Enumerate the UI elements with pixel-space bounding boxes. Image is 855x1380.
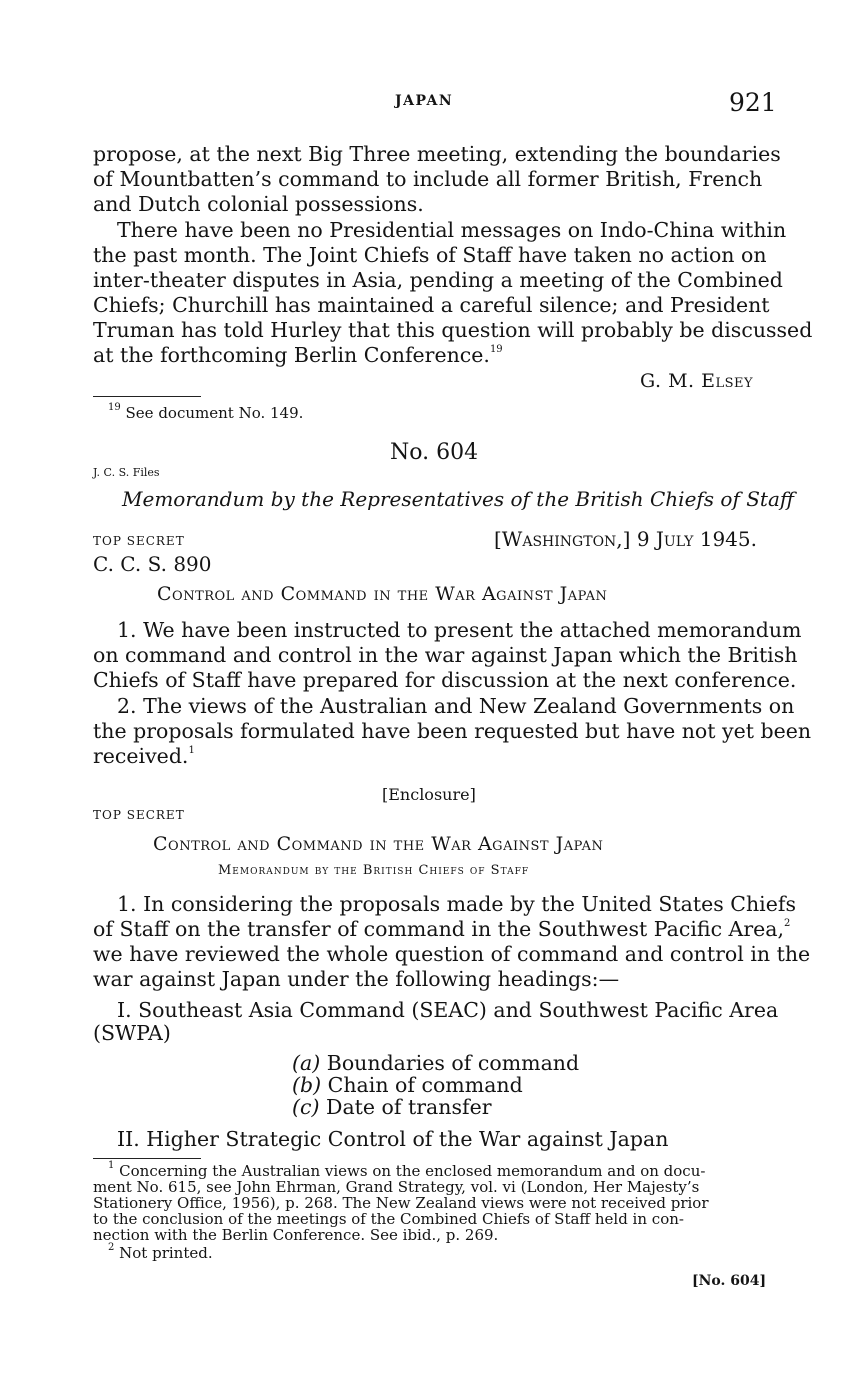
sub-item-marker: (b) [292,1073,322,1097]
footer-doc-ref: [No. 604] [692,1273,767,1289]
heading-II: II. Higher Strategic Control of the War against Japan [117,1127,669,1151]
footnote-19 [108,402,304,422]
footnote-text: Not printed. [119,1244,213,1262]
sub-item-text: Date of transfer [326,1095,492,1119]
enclosure-label: [Enclosure] [382,785,476,804]
document-number: No. 604 [390,440,479,465]
body-line: propose, at the next Big Three meeting, extending the boundaries [93,142,781,166]
footnote-text: See document No. 149. [125,404,304,422]
sub-item-marker: (c) [292,1095,320,1119]
footnote-1-line: nection with the Berlin Conference. See ibid., p. 269. [93,1226,499,1244]
sub-item-marker: (a) [292,1051,321,1075]
sub-item-text: Boundaries of command [326,1051,580,1075]
footnote-mark: 2 [108,1242,115,1253]
body-line: inter-theater disputes in Asia, pending a meeting of the Combined [93,268,783,292]
footnote-mark: 19 [108,402,121,413]
document-reference: C. C. S. 890 [93,552,212,576]
footnote-1-line: ment No. 615, see John Ehrman, Grand Strategy, vol. vi (London, Her Majesty’s [93,1178,700,1196]
body-line-text: at the forthcoming Berlin Conference. [93,343,490,367]
footnote-mark: 1 [108,1160,115,1171]
body-line: Chiefs; Churchill has maintained a careful silence; and President [93,293,770,317]
footnote-ref: 1 [188,745,195,757]
signature: G. M. Elsey [640,370,754,392]
body-line: and Dutch colonial possessions. [93,192,424,216]
body-line: Chiefs of Staff have prepared for discussion at the next conference. [93,668,797,692]
heading-I: I. Southeast Asia Command (SEAC) and Southwest Pacific Area [117,998,779,1022]
body-line: the past month. The Joint Chiefs of Staff have taken no action on [93,243,767,267]
page-number: 921 [729,88,777,117]
footnote-rule [93,396,201,397]
body-line: war against Japan under the following headings:— [93,967,620,991]
footnote-1-line: Stationery Office, 1956), p. 268. The New Zealand views were not received prior [93,1194,709,1212]
body-line: 1. In considering the proposals made by the United States Chiefs [117,892,796,916]
document-source: J. C. S. Files [93,466,160,479]
running-title: JAPAN [395,93,454,109]
body-line: Truman has told Hurley that this question will probably be discussed [93,318,813,342]
body-line-text: received. [93,744,189,768]
document-title: Memorandum by the Representatives of the British Chiefs of Staff [122,487,795,511]
body-line-text: of Staff on the transfer of command in the Southwest Pacific Area, [93,917,785,941]
body-line: There have been no Presidential messages on Indo-China within [117,218,787,242]
footnote-ref: 2 [784,918,791,930]
footnote-2 [108,1242,213,1262]
body-line: the proposals formulated have been requested but have not yet been [93,719,812,743]
sub-item-text: Chain of command [327,1073,523,1097]
classification: TOP SECRET [93,534,185,548]
place-date: [Washington,] 9 July 1945. [494,527,757,551]
footnote-ref: 19 [489,344,503,356]
body-line: we have reviewed the whole question of command and control in the [93,942,811,966]
sub-item [292,1095,492,1120]
body-line: 2. The views of the Australian and New Zealand Governments on [117,694,795,718]
enclosure-heading: Control and Command in the War Against Japan [153,833,604,855]
body-line [93,744,195,769]
enclosure-subheading: Memorandum by the British Chiefs of Staff [218,863,530,878]
body-line [93,343,503,368]
enclosure-classification: TOP SECRET [93,808,185,822]
body-line: 1. We have been instructed to present the attached memorandum [117,618,802,642]
footnote-1-line: to the conclusion of the meetings of the Combined Chiefs of Staff held in con- [93,1210,684,1228]
body-line: on command and control in the war against Japan which the British [93,643,798,667]
footnote-text: Concerning the Australian views on the enclosed memorandum and on docu- [119,1162,706,1180]
document-heading: Control and Command in the War Against Japan [157,583,608,605]
body-line [93,917,790,942]
heading-I-continued: (SWPA) [93,1021,171,1045]
body-line: of Mountbatten’s command to include all former British, French [93,167,763,191]
footnote-rule [93,1158,201,1159]
